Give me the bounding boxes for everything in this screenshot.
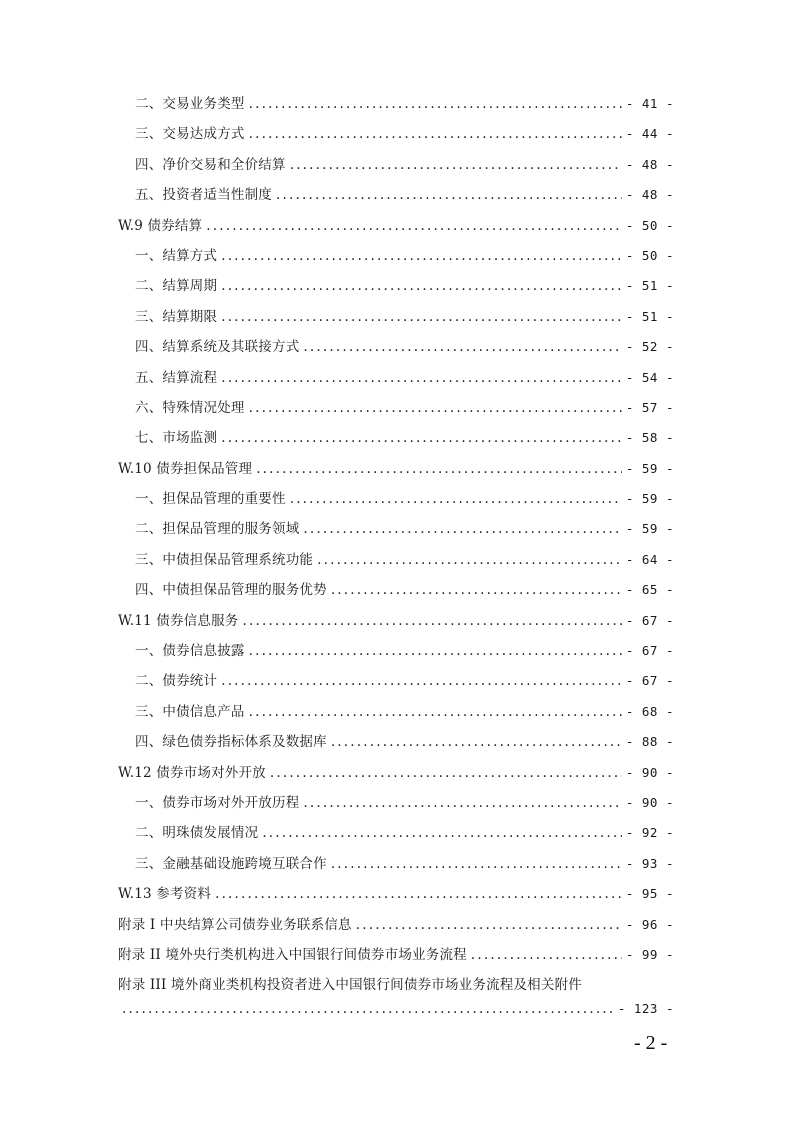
toc-entry[interactable] <box>118 791 674 821</box>
toc-entry-page: - 57 - <box>625 399 674 415</box>
toc-entry-label: W.11 债券信息服务 <box>118 612 239 629</box>
dot-leader <box>221 248 622 264</box>
toc-entry-label: W.12 债券市场对外开放 <box>118 764 266 781</box>
dot-leader <box>221 309 622 325</box>
dot-leader <box>249 126 622 142</box>
toc-entry[interactable] <box>118 214 674 244</box>
toc-entry[interactable] <box>118 487 674 517</box>
dot-leader <box>471 947 622 963</box>
toc-entry-page: - 68 - <box>625 703 674 719</box>
toc-entry-label: 附录 III 境外商业类机构投资者进入中国银行间债券市场业务流程及相关附件 <box>118 977 582 994</box>
dot-leader <box>249 96 622 112</box>
toc-entry-label: 三、交易达成方式 <box>135 126 245 143</box>
toc-entry-page: - 50 - <box>625 217 674 233</box>
toc-entry-label: 二、结算周期 <box>135 278 218 295</box>
toc-entry-label: 五、结算流程 <box>135 369 218 386</box>
dot-leader <box>303 521 621 537</box>
toc-entry[interactable] <box>118 669 674 699</box>
toc-entry[interactable] <box>118 335 674 365</box>
toc-entry[interactable] <box>118 821 674 851</box>
toc-entry-label: 四、结算系统及其联接方式 <box>135 339 300 356</box>
dot-leader <box>221 430 622 446</box>
toc-entry-label: 七、市场监测 <box>135 430 218 447</box>
toc-entry[interactable] <box>118 578 674 608</box>
toc-entry[interactable] <box>118 305 674 335</box>
toc-entry-continuation[interactable] <box>118 1001 674 1027</box>
toc-entry-page: - 93 - <box>625 855 674 871</box>
dot-leader <box>221 673 622 689</box>
toc-entry[interactable] <box>118 244 674 274</box>
toc-entry-label: 二、债券统计 <box>135 673 218 690</box>
toc-entry[interactable] <box>118 609 674 639</box>
dot-leader <box>290 491 622 507</box>
toc-entry-page: - 59 - <box>625 460 674 476</box>
toc-entry-label: 三、中债担保品管理系统功能 <box>135 551 314 568</box>
toc-entry-page: - 48 - <box>625 156 674 172</box>
toc-entry-page: - 59 - <box>625 521 674 537</box>
dot-leader <box>221 278 622 294</box>
dot-leader <box>122 1001 614 1017</box>
toc-entry-page: - 59 - <box>625 491 674 507</box>
toc-entry-page: - 67 - <box>625 643 674 659</box>
toc-entry-page: - 90 - <box>625 764 674 780</box>
toc-entry[interactable] <box>118 882 674 912</box>
toc-entry-page: - 123 - <box>617 1001 674 1017</box>
toc-entry[interactable] <box>118 92 674 122</box>
dot-leader <box>290 157 622 173</box>
toc-entry-label: 三、金融基础设施跨境互联合作 <box>135 855 327 872</box>
toc-entry[interactable] <box>118 700 674 730</box>
toc-entry-page: - 92 - <box>625 825 674 841</box>
dot-leader <box>276 187 622 203</box>
dot-leader <box>331 734 622 750</box>
toc-entry[interactable] <box>118 122 674 152</box>
toc-entry[interactable] <box>118 761 674 791</box>
toc-entry-page: - 88 - <box>625 734 674 750</box>
dot-leader <box>206 218 622 234</box>
dot-leader <box>262 825 622 841</box>
toc-entry-page: - 52 - <box>625 339 674 355</box>
toc-entry-label: 三、中债信息产品 <box>135 703 245 720</box>
toc-entry[interactable] <box>118 943 674 973</box>
dot-leader <box>331 582 622 598</box>
toc-entry-page: - 51 - <box>625 308 674 324</box>
toc-entry[interactable] <box>118 517 674 547</box>
toc-entry[interactable] <box>118 274 674 304</box>
toc-entry-page: - 95 - <box>625 886 674 902</box>
toc-entry-page: - 44 - <box>625 126 674 142</box>
toc-entry-label: 六、特殊情况处理 <box>135 399 245 416</box>
toc-entry[interactable] <box>118 548 674 578</box>
page-number: - 2 - <box>634 1032 668 1054</box>
table-of-contents <box>118 92 674 1027</box>
toc-entry-label: 附录 II 境外央行类机构进入中国银行间债券市场业务流程 <box>118 946 467 963</box>
toc-entry-label: 一、债券市场对外开放历程 <box>135 794 300 811</box>
dot-leader <box>221 370 622 386</box>
dot-leader <box>356 917 622 933</box>
dot-leader <box>249 643 622 659</box>
dot-leader <box>303 795 621 811</box>
toc-entry-page: - 99 - <box>625 946 674 962</box>
toc-entry-page: - 48 - <box>625 187 674 203</box>
toc-entry-page: - 67 - <box>625 673 674 689</box>
toc-entry-label: 一、担保品管理的重要性 <box>135 491 286 508</box>
toc-entry-label: 一、结算方式 <box>135 247 218 264</box>
dot-leader <box>331 856 622 872</box>
dot-leader <box>249 400 622 416</box>
dot-leader <box>317 552 622 568</box>
dot-leader <box>270 765 622 781</box>
toc-entry-page: - 65 - <box>625 582 674 598</box>
toc-entry-label: 四、中债担保品管理的服务优势 <box>135 582 327 599</box>
toc-entry[interactable] <box>118 913 674 943</box>
toc-entry-label: 二、交易业务类型 <box>135 96 245 112</box>
toc-entry[interactable] <box>118 730 674 760</box>
toc-entry-label: W.13 参考资料 <box>118 886 212 903</box>
toc-entry-page: - 54 - <box>625 369 674 385</box>
toc-entry-label: W.9 债券结算 <box>118 217 203 234</box>
toc-entry-page: - 90 - <box>625 794 674 810</box>
toc-entry[interactable] <box>118 457 674 487</box>
dot-leader <box>303 339 621 355</box>
toc-entry[interactable] <box>118 153 674 183</box>
toc-entry-page: - 50 - <box>625 247 674 263</box>
toc-entry[interactable] <box>118 396 674 426</box>
toc-entry-label: 五、投资者适当性制度 <box>135 187 272 204</box>
toc-entry[interactable] <box>118 639 674 669</box>
toc-entry-label: 四、绿色债券指标体系及数据库 <box>135 734 327 751</box>
toc-entry[interactable] <box>118 852 674 882</box>
toc-entry-page: - 51 - <box>625 278 674 294</box>
toc-entry-label: 附录 I 中央结算公司债券业务联系信息 <box>118 916 352 933</box>
toc-entry-page: - 67 - <box>625 612 674 628</box>
toc-entry-page: - 41 - <box>625 96 674 111</box>
toc-entry-label: 三、结算期限 <box>135 308 218 325</box>
dot-leader <box>256 461 622 477</box>
toc-entry[interactable] <box>118 183 674 213</box>
dot-leader <box>249 704 622 720</box>
toc-entry-label: 二、明珠债发展情况 <box>135 825 259 842</box>
toc-entry-page: - 58 - <box>625 430 674 446</box>
toc-entry[interactable] <box>118 426 674 456</box>
toc-entry-wrapped[interactable] <box>118 973 674 1001</box>
toc-entry-page: - 96 - <box>625 916 674 932</box>
toc-entry[interactable] <box>118 366 674 396</box>
toc-entry-label: W.10 债券担保品管理 <box>118 460 253 477</box>
toc-entry-page: - 64 - <box>625 551 674 567</box>
dot-leader <box>242 613 621 629</box>
dot-leader <box>215 886 622 902</box>
toc-entry-label: 一、债券信息披露 <box>135 643 245 660</box>
toc-entry-label: 二、担保品管理的服务领域 <box>135 521 300 538</box>
toc-entry-label: 四、净价交易和全价结算 <box>135 156 286 173</box>
